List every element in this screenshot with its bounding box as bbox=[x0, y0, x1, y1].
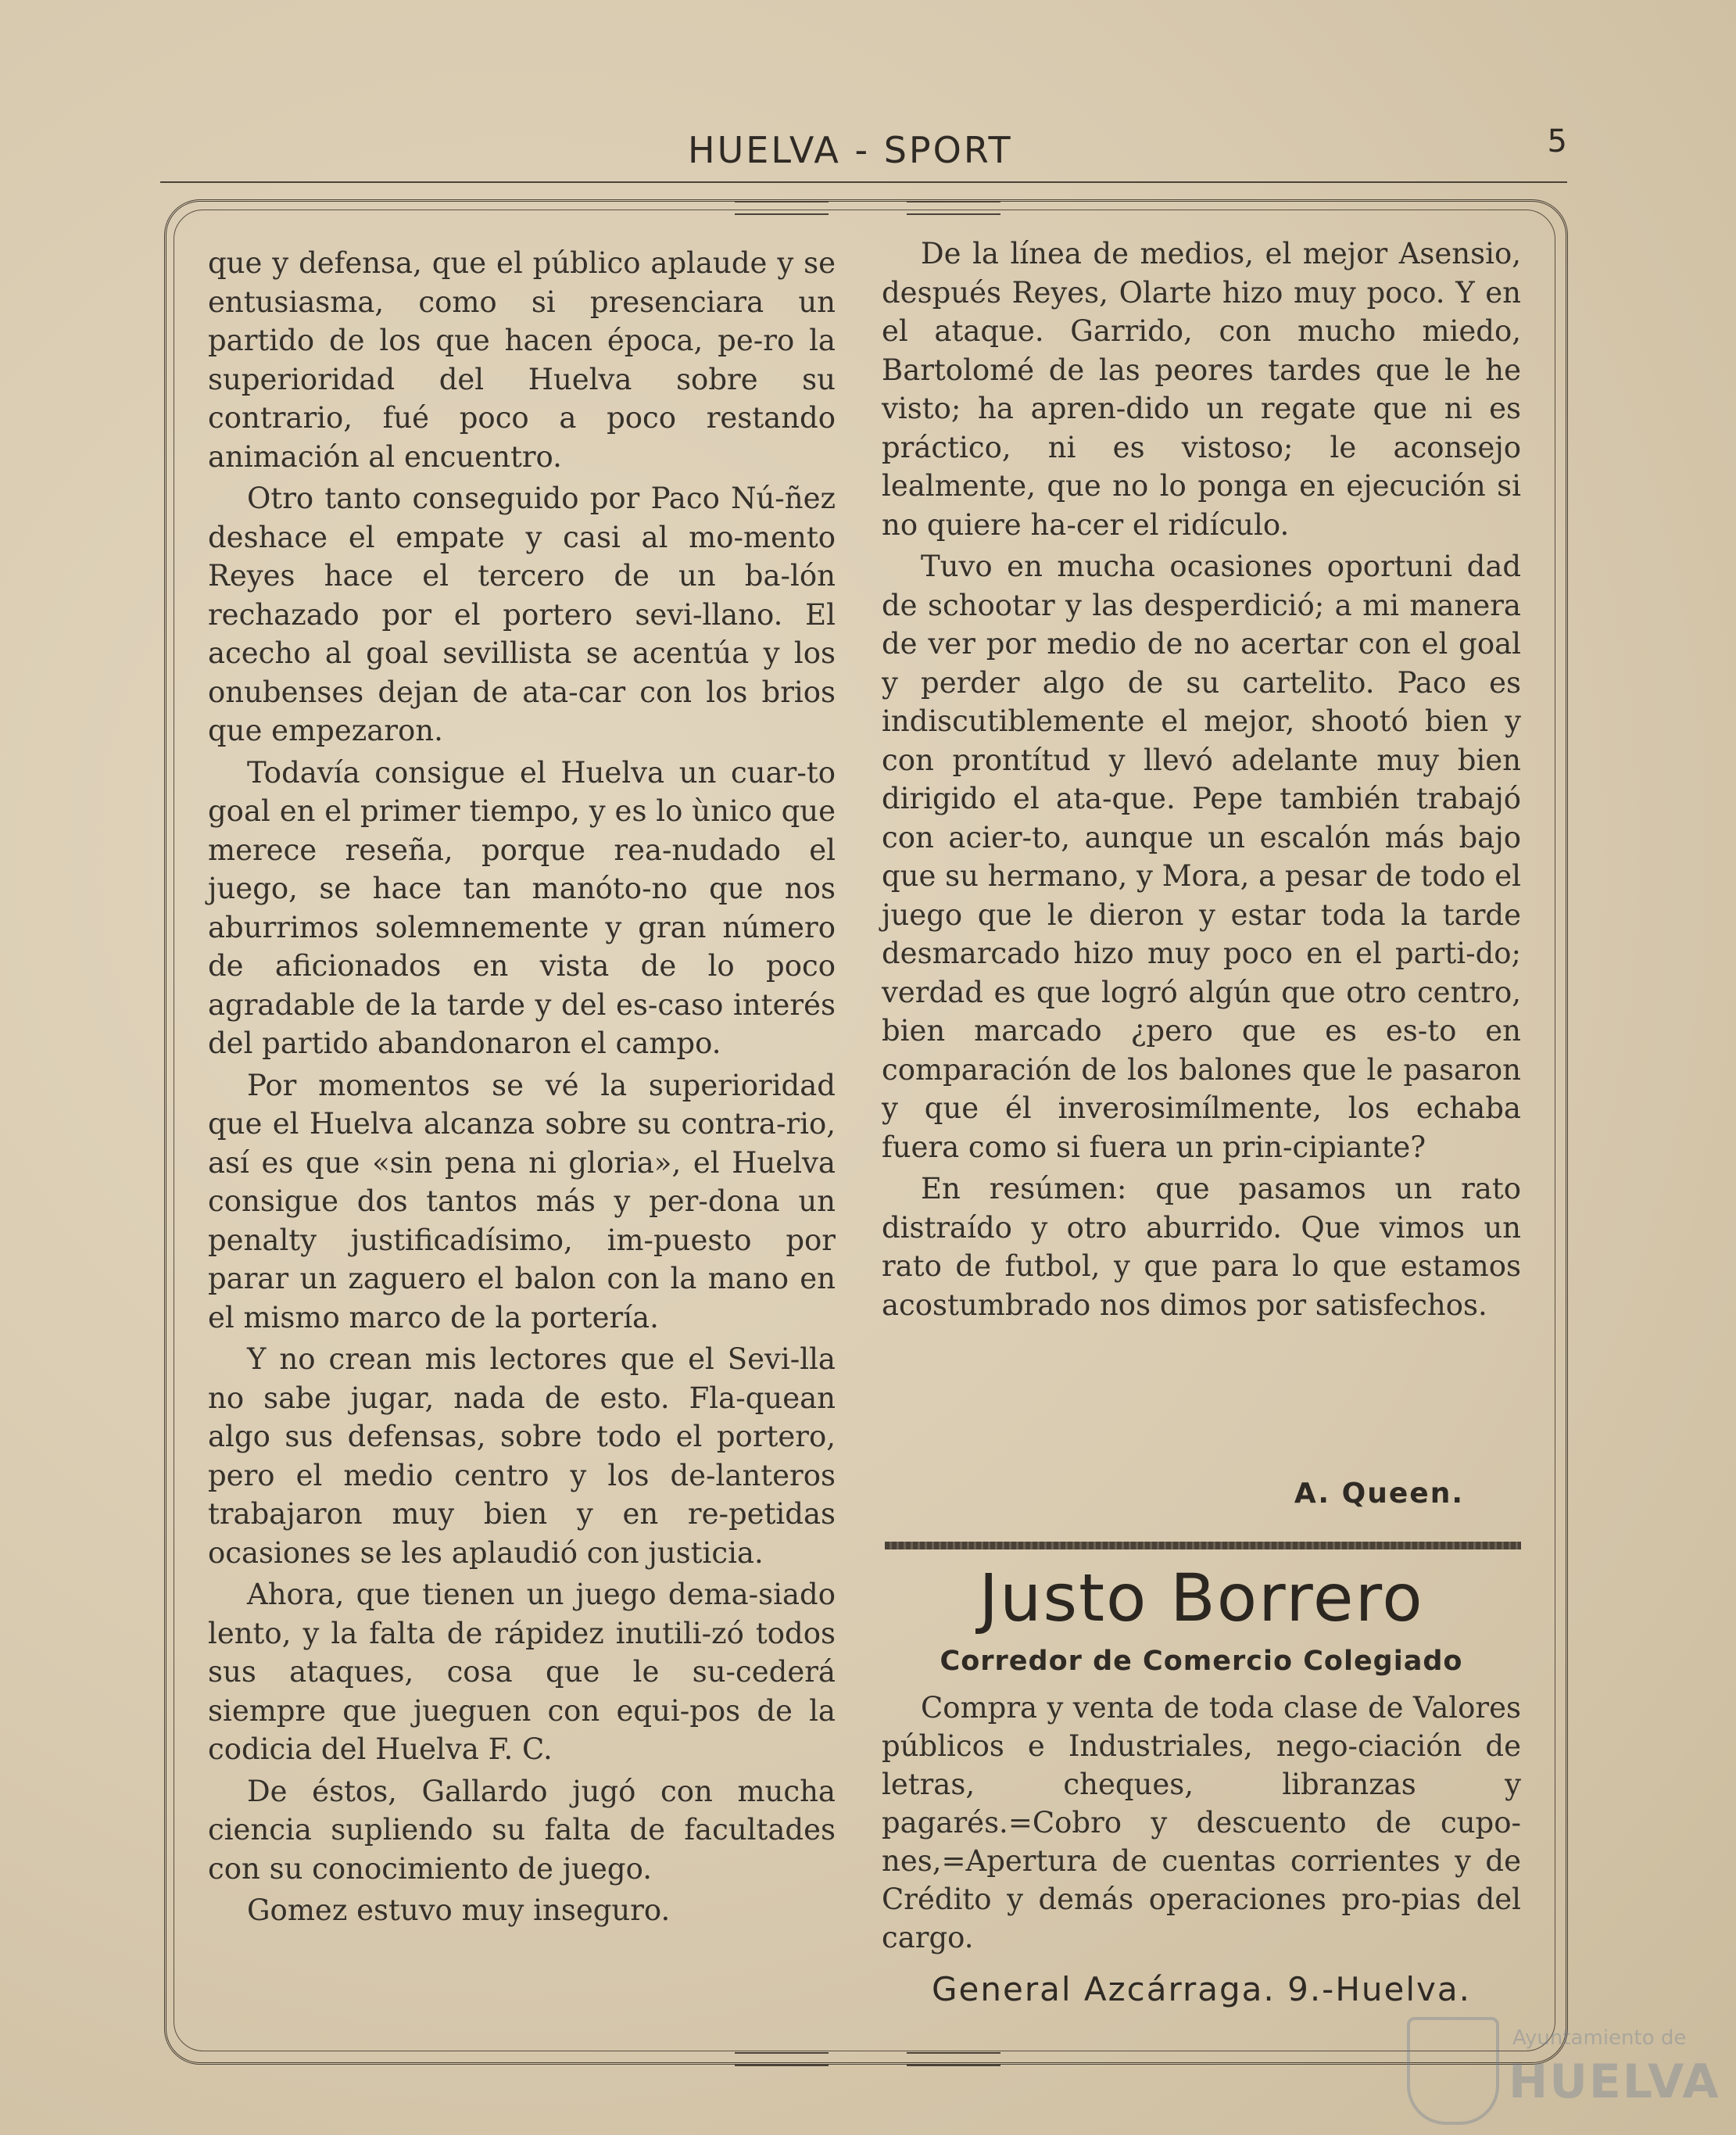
advertisement-body: Compra y venta de toda clase de Valores públicos e Industriales, nego-ciación de letras, cheques, libranzas y pagarés.=Cobro y descuento de cupo-nes,=Apertura de cuentas corrientes y de Crédito y demás operaciones pro-pias del cargo. bbox=[882, 1691, 1521, 1954]
right-paragraph: De la línea de medios, el mejor Asensio, después Reyes, Olarte hizo muy poco. Y en el ataque. Garrido, con mucho miedo, Bartolomé de las peores tardes que le he visto; ha apren-dido un regate que ni es práctico, ni es vistoso; le aconsejo lealmente, que no lo ponga en ejecución si no quiere ha-cer el ridículo. bbox=[882, 237, 1521, 542]
header-rule bbox=[160, 181, 1567, 183]
advertisement-address: General Azcárraga. 9.-Huelva. bbox=[932, 1970, 1471, 2008]
left-paragraph: Otro tanto conseguido por Paco Nú-ñez deshace el empate y casi al mo-mento Reyes hace el tercero de un ba-lón rechazado por el portero sevi-llano. El acecho al goal sevillista se acentúa y los onubenses dejan de ata-car con los brios que empezaron. bbox=[208, 482, 836, 747]
left-paragraph: Y no crean mis lectores que el Sevi-lla no sabe jugar, nada de esto. Fla-quean algo sus defensas, sobre todo el portero, pero el medio centro y los de-lanteros trabajaron muy bien y en re-petidas ocasiones se les aplaudió con justicia. bbox=[208, 1342, 836, 1570]
page-header bbox=[160, 125, 1567, 188]
coat-of-arms-icon bbox=[1407, 2017, 1499, 2125]
left-paragraph: Gomez estuvo muy inseguro. bbox=[247, 1893, 671, 1927]
advertisement-rule bbox=[885, 1542, 1521, 1549]
advertisement-name: Justo Borrero bbox=[979, 1560, 1424, 1636]
frame-ornament-top-right bbox=[907, 201, 1000, 215]
left-paragraph: Todavía consigue el Huelva un cuar-to goal en el primer tiempo, y es lo ùnico que merece reseña, porque rea-nudado el juego, se hace tan manóto-no que nos aburrimos solemnemente y gran número de aficionados en vista de lo poco agradable de la tarde y del es-caso interés del partido abandonaron el campo. bbox=[208, 755, 836, 1060]
publication-title: HUELVA - SPORT bbox=[688, 129, 1013, 171]
right-paragraph: Tuvo en mucha ocasiones oportuni dad de schootar y las desperdició; a mi manera de ver por medio de no acertar con el goal y perder algo de su cartelito. Paco es indiscutiblemente el mejor, shootó bien y con prontítud y llevó adelante muy bien dirigido el ata-que. Pepe también trabajó con acier-to, aunque un escalón más bajo que su hermano, y Mora, a pesar de todo el juego que le dieron y estar toda la tarde desmarcado hizo muy poco en el parti-do; verdad es que logró algún que otro centro, bien marcado ¿pero que es es-to en comparación de los balones que le pasaron y que él inverosimílmente, los echaba fuera como si fuera un prin-cipiante? bbox=[882, 550, 1521, 1164]
author-signature: A. Queen. bbox=[1294, 1478, 1464, 1510]
frame-ornament-top bbox=[735, 201, 829, 215]
left-paragraph: que y defensa, que el público aplaude y se entusiasma, como si presenciara un partido de los que hacen época, pe-ro la superioridad del Huelva sobre su contrario, fué poco a poco restando animación al encuentro. bbox=[208, 246, 836, 474]
frame-ornament-bottom bbox=[735, 2052, 829, 2066]
right-column bbox=[882, 235, 1521, 1327]
left-paragraph: Ahora, que tienen un juego dema-siado lento, y la falta de rápidez inutili-zó todos sus ataques, cosa que le su-cederá siempre que jueguen con equi-pos de la codicia del Huelva F. C. bbox=[208, 1578, 836, 1766]
watermark-big-text: HUELVA bbox=[1509, 2054, 1720, 2109]
advertisement-subtitle: Corredor de Comercio Colegiado bbox=[940, 1646, 1463, 1677]
archive-watermark bbox=[1407, 2017, 1720, 2126]
watermark-small-text: Ayuntamiento de bbox=[1512, 2026, 1687, 2050]
left-column bbox=[208, 244, 836, 1933]
right-paragraph: En resúmen: que pasamos un rato distraído y otro aburrido. Que vimos un rato de futbol, y que para lo que estamos acostumbrado nos dimos por satisfechos. bbox=[882, 1172, 1521, 1322]
frame-ornament-bottom-right bbox=[907, 2052, 1000, 2066]
left-paragraph: De éstos, Gallardo jugó con mucha ciencia supliendo su falta de facultades con su conocimiento de juego. bbox=[208, 1774, 836, 1886]
left-paragraph: Por momentos se vé la superioridad que el Huelva alcanza sobre su contra-rio, así es que «sin pena ni gloria», el Huelva consigue dos tantos más y per-dona un penalty justificadísimo, im-puesto por parar un zaguero el balon con la mano en el mismo marco de la portería. bbox=[208, 1068, 836, 1334]
page-number: 5 bbox=[1547, 124, 1567, 159]
